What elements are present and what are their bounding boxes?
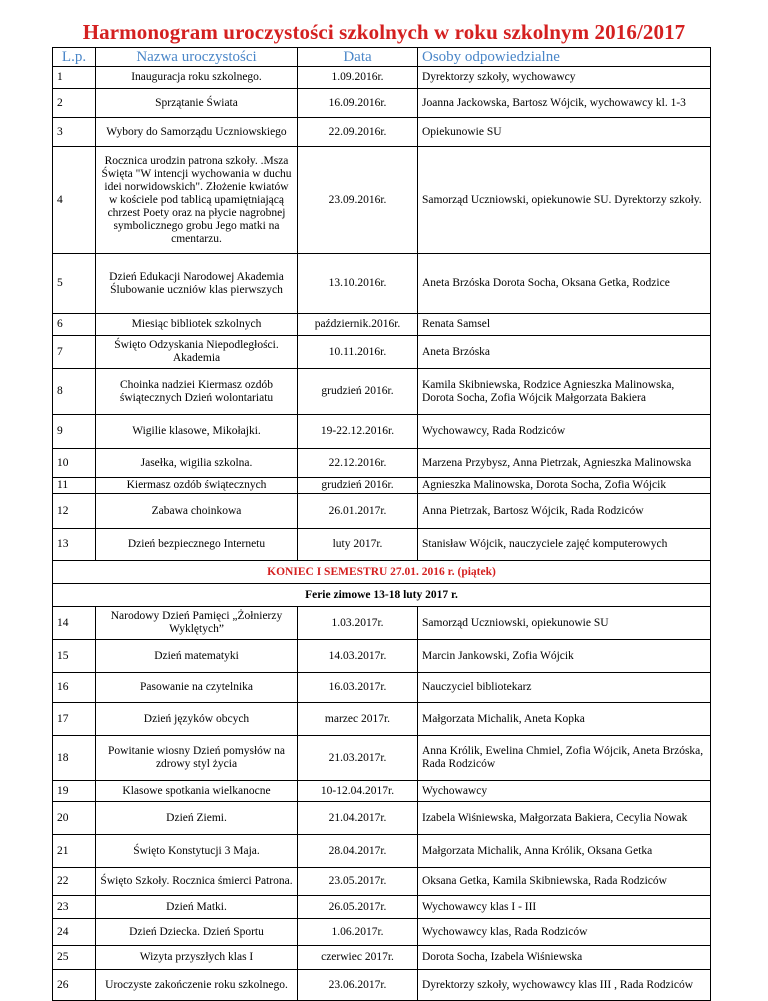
table-row (53, 736, 711, 781)
header-lp: L.p. (53, 48, 96, 67)
header-row (53, 48, 711, 67)
cell-lp: 2 (53, 89, 96, 118)
cell-date: 28.04.2017r. (298, 835, 418, 868)
table-row (53, 369, 711, 415)
cell-responsible: Wychowawcy (418, 781, 711, 802)
cell-responsible: Samorząd Uczniowski, opiekunowie SU (418, 607, 711, 640)
cell-date: 1.06.2017r. (298, 919, 418, 946)
table-row (53, 946, 711, 970)
separator-rows (53, 561, 711, 607)
cell-responsible: Nauczyciel bibliotekarz (418, 673, 711, 703)
table-row (53, 494, 711, 529)
cell-date: 23.05.2017r. (298, 868, 418, 896)
cell-date: 22.12.2016r. (298, 449, 418, 478)
cell-name: Miesiąc bibliotek szkolnych (96, 314, 298, 336)
cell-lp: 23 (53, 896, 96, 919)
cell-responsible: Wychowawcy, Rada Rodziców (418, 415, 711, 449)
table-row (53, 640, 711, 673)
cell-responsible: Wychowawcy klas, Rada Rodziców (418, 919, 711, 946)
cell-date: marzec 2017r. (298, 703, 418, 736)
table-row (53, 896, 711, 919)
cell-lp: 24 (53, 919, 96, 946)
cell-lp: 6 (53, 314, 96, 336)
cell-responsible: Anna Królik, Ewelina Chmiel, Zofia Wójcik, Aneta Brzóska, Rada Rodziców (418, 736, 711, 781)
cell-lp: 18 (53, 736, 96, 781)
cell-date: 26.05.2017r. (298, 896, 418, 919)
cell-date: 22.09.2016r. (298, 118, 418, 147)
table-row (53, 835, 711, 868)
cell-lp: 26 (53, 970, 96, 1001)
cell-responsible: Dyrektorzy szkoły, wychowawcy klas III , Rada Rodziców (418, 970, 711, 1001)
cell-name: Powitanie wiosny Dzień pomysłów na zdrowy styl życia (96, 736, 298, 781)
semester-end-row (53, 561, 711, 584)
cell-lp: 21 (53, 835, 96, 868)
cell-lp: 8 (53, 369, 96, 415)
cell-lp: 20 (53, 802, 96, 835)
header-responsible: Osoby odpowiedzialne (418, 48, 711, 67)
cell-name: Rocznica urodzin patrona szkoły. .Msza Święta "W intencji wychowania w duchu idei norwidowskich". Złożenie kwiatów w kościele pod tablicą upamiętniającą chrzest Poety oraz na płycie nagrobnej symbolicznego grobu Jego matki na cmentarzu. (96, 147, 298, 254)
table-row (53, 118, 711, 147)
cell-responsible: Aneta Brzóska Dorota Socha, Oksana Getka, Rodzice (418, 254, 711, 314)
cell-lp: 14 (53, 607, 96, 640)
schedule-table (52, 47, 711, 1001)
cell-name: Pasowanie na czytelnika (96, 673, 298, 703)
cell-responsible: Izabela Wiśniewska, Małgorzata Bakiera, Cecylia Nowak (418, 802, 711, 835)
cell-responsible: Aneta Brzóska (418, 336, 711, 369)
cell-lp: 22 (53, 868, 96, 896)
cell-responsible: Oksana Getka, Kamila Skibniewska, Rada Rodziców (418, 868, 711, 896)
cell-name: Inauguracja roku szkolnego. (96, 67, 298, 89)
cell-name: Święto Odzyskania Niepodległości. Akademia (96, 336, 298, 369)
cell-responsible: Małgorzata Michalik, Aneta Kopka (418, 703, 711, 736)
cell-lp: 19 (53, 781, 96, 802)
cell-date: 16.03.2017r. (298, 673, 418, 703)
cell-lp: 10 (53, 449, 96, 478)
cell-lp: 16 (53, 673, 96, 703)
cell-name: Klasowe spotkania wielkanocne (96, 781, 298, 802)
header-date: Data (298, 48, 418, 67)
cell-lp: 25 (53, 946, 96, 970)
cell-responsible: Dorota Socha, Izabela Wiśniewska (418, 946, 711, 970)
cell-date: 23.09.2016r. (298, 147, 418, 254)
cell-responsible: Dyrektorzy szkoły, wychowawcy (418, 67, 711, 89)
cell-date: 10-12.04.2017r. (298, 781, 418, 802)
cell-name: Dzień Edukacji Narodowej Akademia Ślubowanie uczniów klas pierwszych (96, 254, 298, 314)
winter-break-row (53, 584, 711, 607)
cell-date: luty 2017r. (298, 529, 418, 561)
cell-date: 26.01.2017r. (298, 494, 418, 529)
cell-date: 13.10.2016r. (298, 254, 418, 314)
cell-date: 10.11.2016r. (298, 336, 418, 369)
cell-date: czerwiec 2017r. (298, 946, 418, 970)
cell-name: Zabawa choinkowa (96, 494, 298, 529)
table-row (53, 336, 711, 369)
cell-date: październik.2016r. (298, 314, 418, 336)
cell-name: Dzień języków obcych (96, 703, 298, 736)
cell-lp: 15 (53, 640, 96, 673)
cell-name: Kiermasz ozdób świątecznych (96, 478, 298, 494)
table-row (53, 89, 711, 118)
cell-date: 1.03.2017r. (298, 607, 418, 640)
cell-name: Dzień Ziemi. (96, 802, 298, 835)
table-row (53, 314, 711, 336)
cell-responsible: Anna Pietrzak, Bartosz Wójcik, Rada Rodziców (418, 494, 711, 529)
cell-date: 16.09.2016r. (298, 89, 418, 118)
cell-lp: 5 (53, 254, 96, 314)
table-row (53, 607, 711, 640)
cell-lp: 3 (53, 118, 96, 147)
cell-date: 14.03.2017r. (298, 640, 418, 673)
cell-name: Uroczyste zakończenie roku szkolnego. (96, 970, 298, 1001)
cell-date: 23.06.2017r. (298, 970, 418, 1001)
winter-break-label: Ferie zimowe 13-18 luty 2017 r. (53, 584, 711, 607)
cell-date: grudzień 2016r. (298, 478, 418, 494)
table-row (53, 478, 711, 494)
table-row (53, 868, 711, 896)
cell-responsible: Stanisław Wójcik, nauczyciele zajęć komputerowych (418, 529, 711, 561)
table-body-part2 (53, 607, 711, 1001)
table-body-part1 (53, 67, 711, 561)
document-title: Harmonogram uroczystości szkolnych w roku szkolnym 2016/2017 (82, 20, 686, 44)
cell-responsible: Opiekunowie SU (418, 118, 711, 147)
cell-name: Wybory do Samorządu Uczniowskiego (96, 118, 298, 147)
cell-name: Sprzątanie Świata (96, 89, 298, 118)
cell-date: 21.04.2017r. (298, 802, 418, 835)
cell-lp: 1 (53, 67, 96, 89)
cell-date: grudzień 2016r. (298, 369, 418, 415)
cell-responsible: Agnieszka Malinowska, Dorota Socha, Zofia Wójcik (418, 478, 711, 494)
table-row (53, 254, 711, 314)
cell-responsible: Marzena Przybysz, Anna Pietrzak, Agnieszka Malinowska (418, 449, 711, 478)
cell-lp: 7 (53, 336, 96, 369)
cell-name: Wizyta przyszłych klas I (96, 946, 298, 970)
cell-name: Wigilie klasowe, Mikołajki. (96, 415, 298, 449)
cell-responsible: Samorząd Uczniowski, opiekunowie SU. Dyrektorzy szkoły. (418, 147, 711, 254)
table-row (53, 449, 711, 478)
cell-lp: 4 (53, 147, 96, 254)
cell-responsible: Wychowawcy klas I - III (418, 896, 711, 919)
cell-date: 21.03.2017r. (298, 736, 418, 781)
cell-name: Jasełka, wigilia szkolna. (96, 449, 298, 478)
cell-name: Narodowy Dzień Pamięci „Żołnierzy Wyklętych” (96, 607, 298, 640)
cell-lp: 12 (53, 494, 96, 529)
table-row (53, 673, 711, 703)
table-row (53, 781, 711, 802)
cell-name: Dzień Dziecka. Dzień Sportu (96, 919, 298, 946)
cell-name: Dzień bezpiecznego Internetu (96, 529, 298, 561)
cell-name: Dzień Matki. (96, 896, 298, 919)
table-row (53, 529, 711, 561)
cell-responsible: Renata Samsel (418, 314, 711, 336)
table-row (53, 919, 711, 946)
header-name: Nazwa uroczystości (96, 48, 298, 67)
table-row (53, 415, 711, 449)
cell-responsible: Marcin Jankowski, Zofia Wójcik (418, 640, 711, 673)
table-row (53, 970, 711, 1001)
cell-responsible: Joanna Jackowska, Bartosz Wójcik, wychowawcy kl. 1-3 (418, 89, 711, 118)
cell-name: Święto Szkoły. Rocznica śmierci Patrona. (96, 868, 298, 896)
cell-date: 1.09.2016r. (298, 67, 418, 89)
table-row (53, 67, 711, 89)
cell-name: Święto Konstytucji 3 Maja. (96, 835, 298, 868)
cell-lp: 13 (53, 529, 96, 561)
cell-lp: 17 (53, 703, 96, 736)
table-row (53, 802, 711, 835)
cell-date: 19-22.12.2016r. (298, 415, 418, 449)
cell-responsible: Małgorzata Michalik, Anna Królik, Oksana Getka (418, 835, 711, 868)
cell-responsible: Kamila Skibniewska, Rodzice Agnieszka Malinowska, Dorota Socha, Zofia Wójcik Małgorzata Bakiera (418, 369, 711, 415)
table-row (53, 703, 711, 736)
cell-name: Choinka nadziei Kiermasz ozdób świątecznych Dzień wolontariatu (96, 369, 298, 415)
table-row (53, 147, 711, 254)
semester-end-label: KONIEC I SEMESTRU 27.01. 2016 r. (piątek) (53, 561, 711, 584)
cell-name: Dzień matematyki (96, 640, 298, 673)
cell-lp: 11 (53, 478, 96, 494)
cell-lp: 9 (53, 415, 96, 449)
